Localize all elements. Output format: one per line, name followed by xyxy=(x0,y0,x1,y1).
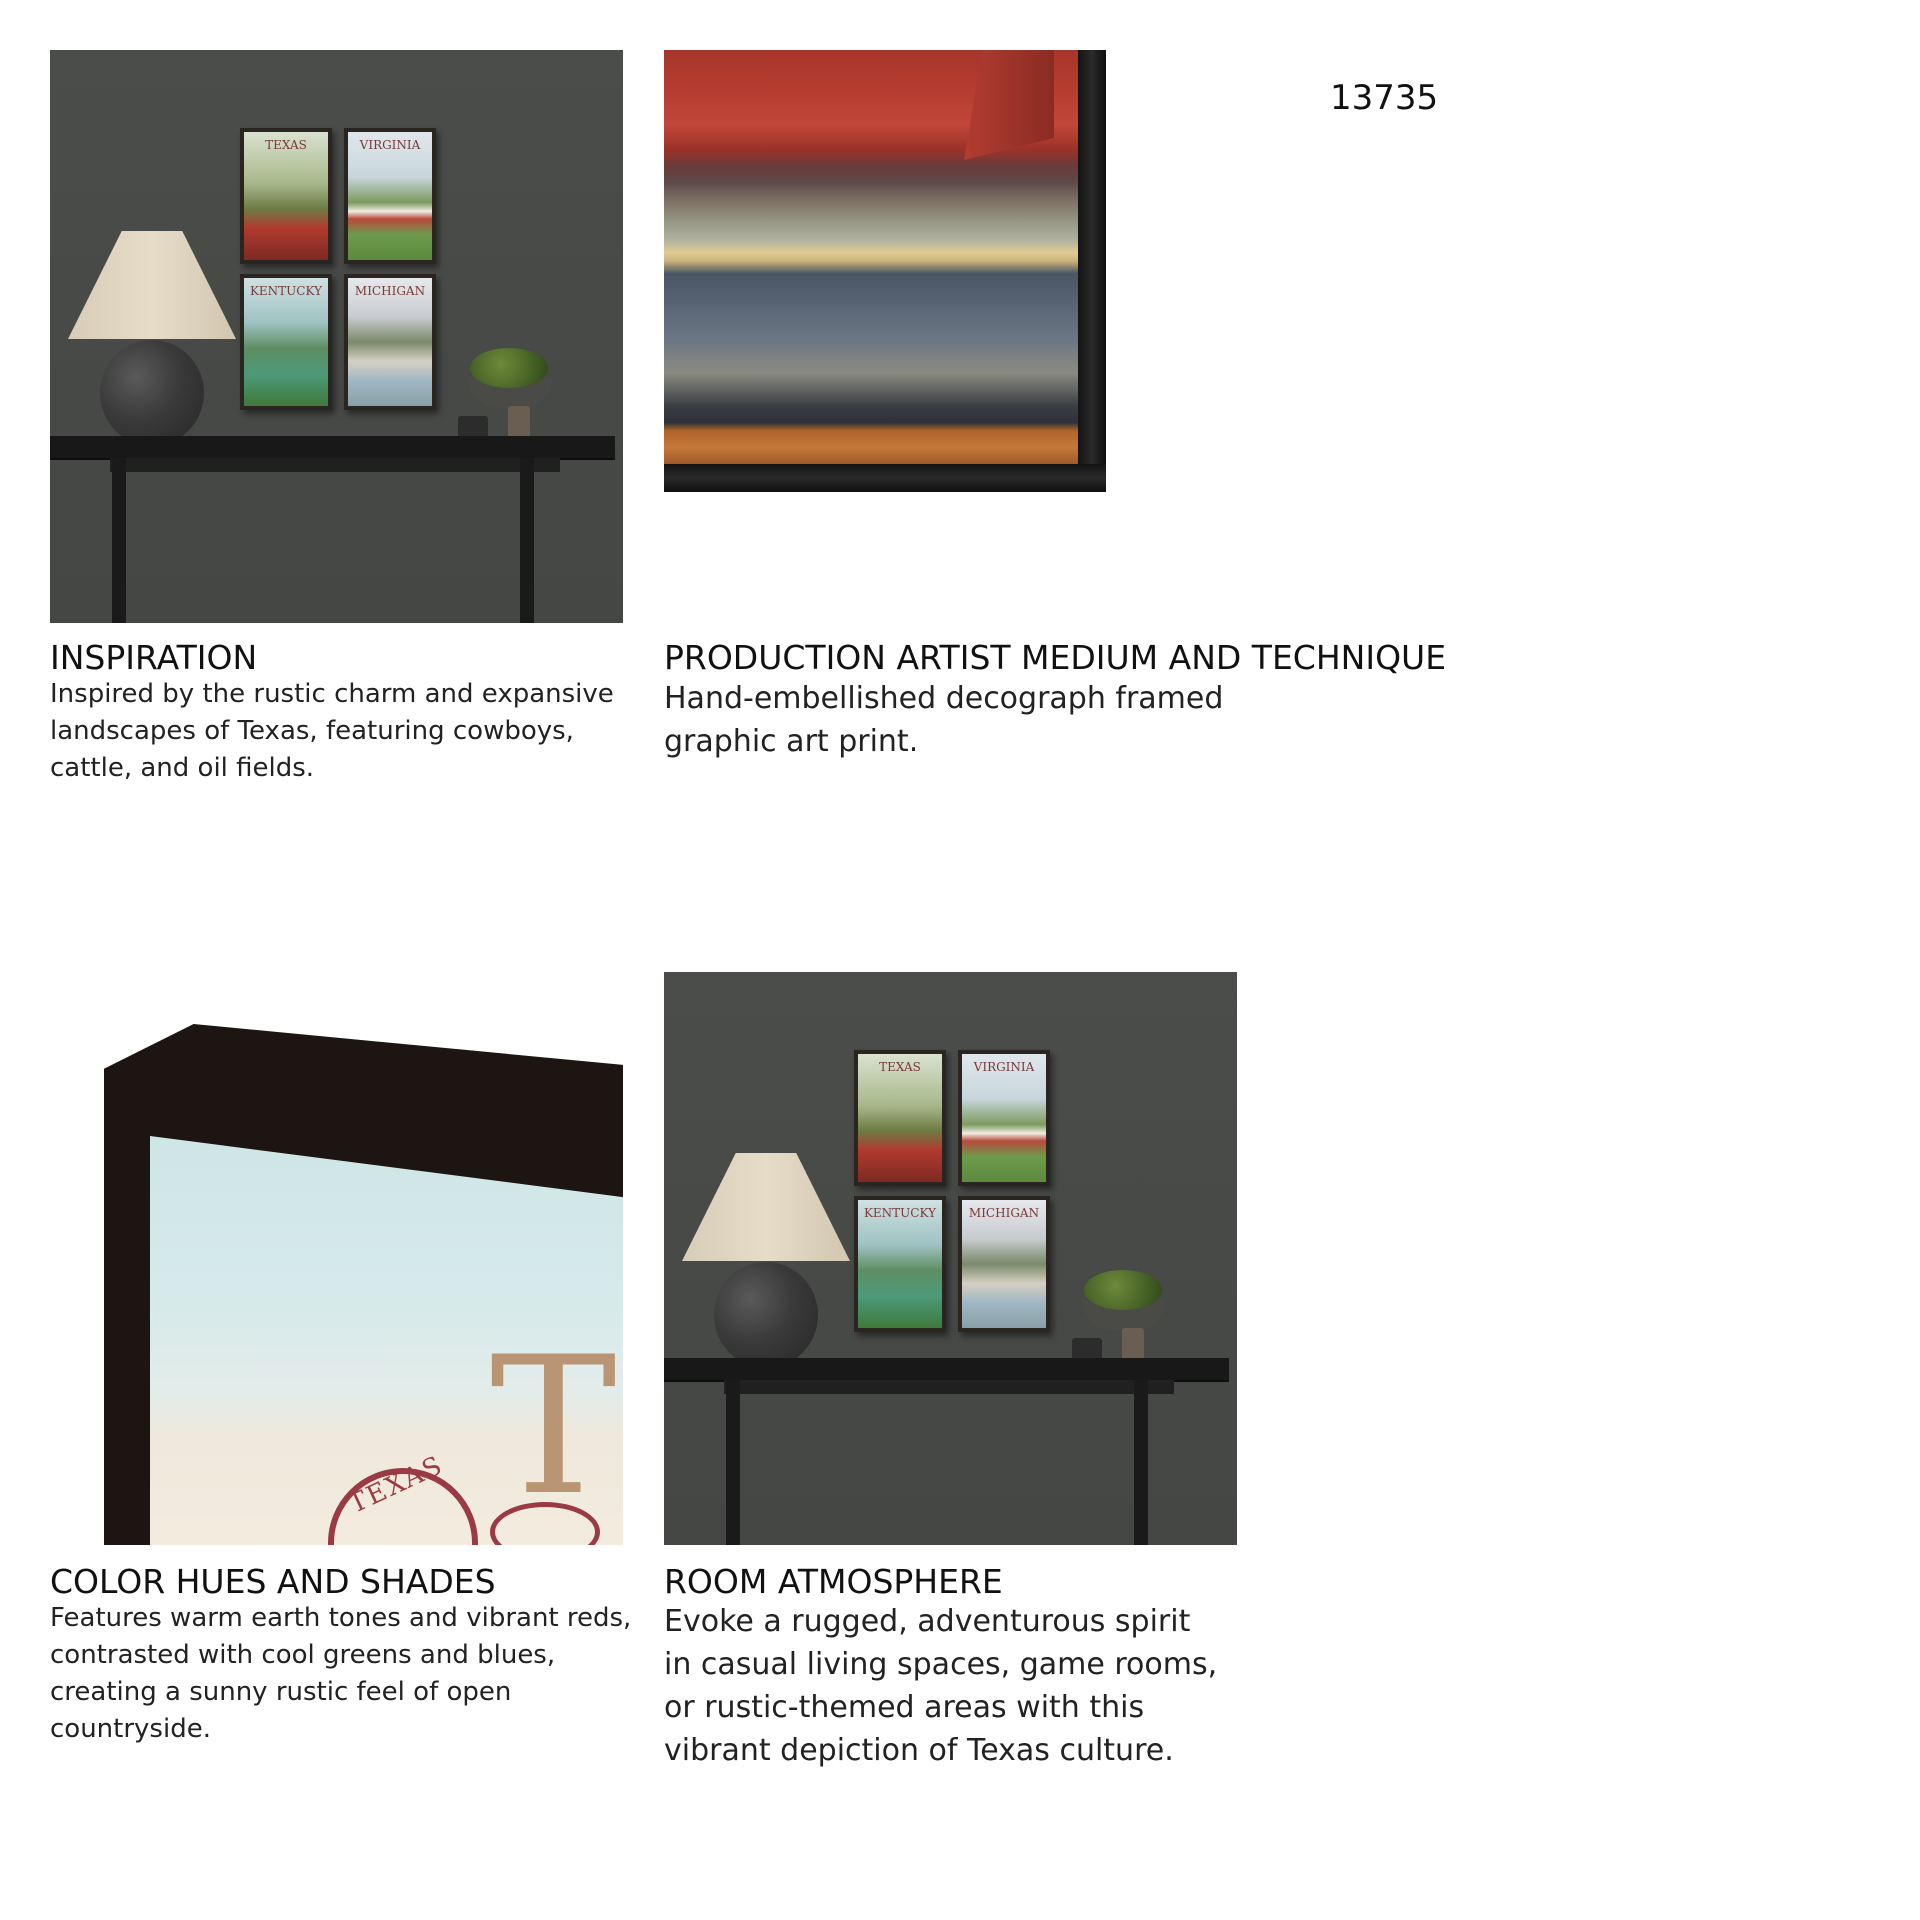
production-heading: PRODUCTION ARTIST MEDIUM AND TECHNIQUE xyxy=(664,638,1447,677)
poster-frame-virginia-2 xyxy=(958,1050,1050,1186)
console-table-top-2 xyxy=(664,1358,1229,1380)
console-table-top xyxy=(50,436,615,458)
poster-title-kentucky-2: KENTUCKY xyxy=(863,1206,937,1220)
poster-title-kentucky: KENTUCKY xyxy=(249,284,323,298)
poster-frame-kentucky xyxy=(240,274,332,410)
lamp-shade xyxy=(68,231,236,339)
poster-title-texas: TEXAS xyxy=(265,138,307,152)
room-text: Evoke a rugged, adventurous spirit in casual living spaces, game rooms, or rustic-themed areas with this vibrant depiction of Texas culture. xyxy=(664,1604,1218,1768)
poster-title-virginia: VIRGINIA xyxy=(359,138,421,152)
poster-frame-texas-2 xyxy=(854,1050,946,1186)
table-leg-right-2 xyxy=(1134,1380,1148,1545)
console-table-apron-2 xyxy=(724,1380,1174,1394)
console-table-apron xyxy=(110,458,560,472)
inspiration-text: Inspired by the rustic charm and expansive landscapes of Texas, featuring cowboys, cattle, and oil fields. xyxy=(50,679,614,783)
poster-title-virginia-2: VIRGINIA xyxy=(973,1060,1035,1074)
poster-letter: T xyxy=(490,1316,617,1537)
table-leg-left xyxy=(112,458,126,623)
stamp-text: TEXAS xyxy=(344,1450,449,1520)
room-atmosphere-image xyxy=(664,972,1237,1545)
inspiration-heading: INSPIRATION xyxy=(50,638,258,677)
frame-edge-bottom xyxy=(664,464,1106,492)
product-sku: 13735 xyxy=(1330,78,1439,118)
lamp-base xyxy=(100,340,204,446)
table-leg-right xyxy=(520,458,534,623)
plant-2 xyxy=(1084,1270,1162,1310)
frame-edge-right xyxy=(1078,50,1106,492)
lamp-shade-2 xyxy=(682,1153,850,1261)
poster-title-texas-2: TEXAS xyxy=(879,1060,921,1074)
inspiration-room-image xyxy=(50,50,623,623)
poster-title-michigan: MICHIGAN xyxy=(354,284,426,298)
color-text: Features warm earth tones and vibrant reds, contrasted with cool greens and blues, creating a sunny rustic feel of open countryside. xyxy=(50,1603,632,1744)
poster-frame-texas xyxy=(240,128,332,264)
lamp-base-2 xyxy=(714,1262,818,1368)
poster-title-michigan-2: MICHIGAN xyxy=(968,1206,1040,1220)
color-closeup-image xyxy=(50,972,623,1545)
color-heading: COLOR HUES AND SHADES xyxy=(50,1562,496,1601)
plant xyxy=(470,348,548,388)
poster-frame-virginia xyxy=(344,128,436,264)
table-leg-left-2 xyxy=(726,1380,740,1545)
production-closeup-image xyxy=(664,50,1106,492)
room-heading: ROOM ATMOSPHERE xyxy=(664,1562,1003,1601)
poster-frame-michigan-2 xyxy=(958,1196,1050,1332)
poster-frame-kentucky-2 xyxy=(854,1196,946,1332)
poster-frame-michigan xyxy=(344,274,436,410)
production-text: Hand-embellished decograph framed graphic art print. xyxy=(664,681,1224,759)
